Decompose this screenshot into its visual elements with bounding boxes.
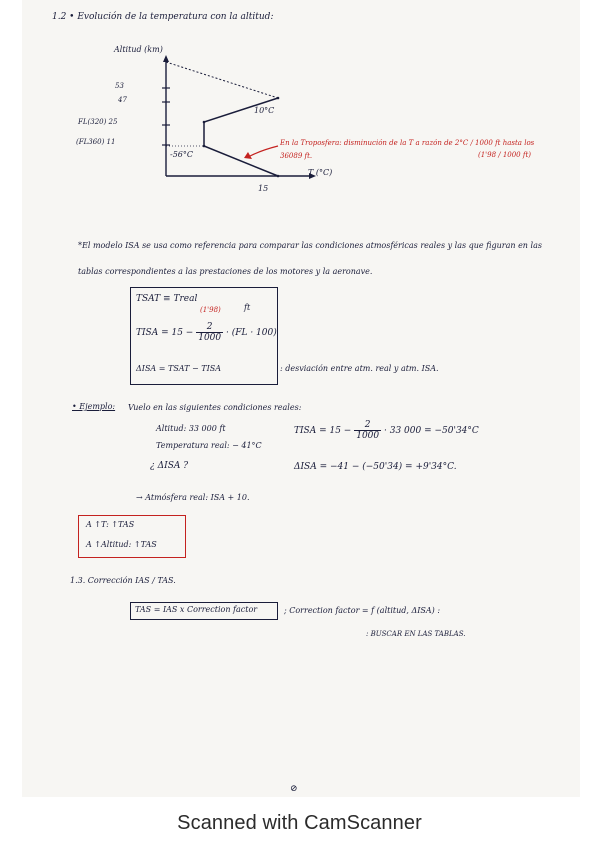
fraction-den: 1000 [198,333,222,343]
scanned-page [22,0,580,797]
point-label: 10°C [254,106,275,115]
example-tisa [294,420,479,441]
example-intro: Vuelo en las siguientes condiciones reales: [128,403,302,412]
y-tick-label: 47 [118,96,127,104]
data-point [277,175,280,178]
y-tick-label: FL(320) 25 [78,118,118,126]
ft-label: ft [244,303,251,312]
example-delta-calc: ΔISA = −41 − (−50'34) = +9'34°C. [294,462,457,472]
tisa-suffix: · 33 000 = −50'34°C [384,426,479,436]
example-question: ¿ ΔISA ? [150,461,189,471]
example-altitude: Altitud: 33 000 ft [156,424,226,433]
tisa-suffix: · (FL · 100) [226,328,277,338]
y-tick-label: 53 [115,82,124,90]
tisa-prefix: TISA = 15 − [136,328,194,338]
section-title: 1.2 • Evolución de la temperatura con la altitud: [52,12,274,22]
altitude-temperature-chart [22,0,580,210]
lapse-rate-note: (1'98 / 1000 ft) [478,151,531,159]
page-mark: ⊘ [290,784,298,794]
fraction [196,322,223,343]
scanner-footer: Scanned with CamScanner [177,812,422,834]
fraction-den: 1000 [356,431,380,441]
data-point [277,97,280,100]
fraction [354,420,381,441]
isa-paragraph: *El modelo ISA se usa como referencia para comparar las condiciones atmosféricas reales y las que figuran en las tablas correspondientes a las prestaciones de los motores y la aeronave. [78,241,542,276]
delta-isa-note: : desviación entre atm. real y atm. ISA. [280,364,439,373]
annotation-arrow [250,146,278,156]
section-2-title: 1.3. Corrección IAS / TAS. [70,576,176,585]
tas-note: ; Correction factor = f (altitud, ΔISA) : [284,606,441,615]
example-label: • Ejemplo: [72,402,116,411]
y-axis-arrow [163,55,169,62]
atm-real-note: → Atmósfera real: ISA + 10. [136,493,250,502]
y-tick-label: (FL360) 11 [76,138,116,146]
troposphere-annotation: En la Troposfera: disminución de la T a razón de 2°C / 1000 ft hasta los 36089 ft. [280,139,535,160]
delta-isa-formula: ΔISA = TSAT − TISA [136,364,222,373]
upper-dashed-line [166,62,278,98]
point-label: -56°C [170,150,194,159]
tas-formula: TAS = IAS x Correction factor [135,605,258,614]
fraction-num: 2 [354,420,381,431]
example-temp-real: Temperatura real: − 41°C [156,441,262,450]
data-point [203,121,206,124]
x-axis-label: T (°C) [308,168,333,177]
fraction-num: 2 [196,322,223,333]
rule-line: A ↑Altitud: ↑TAS [86,540,157,549]
y-axis-label: Altitud (km) [114,45,163,54]
tisa-prefix: TISA = 15 − [294,426,352,436]
tas-note-2: : BUSCAR EN LAS TABLAS. [366,630,466,638]
tsat-formula: TSAT ≡ Treal [136,294,198,304]
tisa-formula [136,322,277,343]
point-label: 15 [258,184,269,193]
red-note: (1'98) [200,306,221,314]
rule-line: A ↑T: ↑TAS [86,520,135,529]
